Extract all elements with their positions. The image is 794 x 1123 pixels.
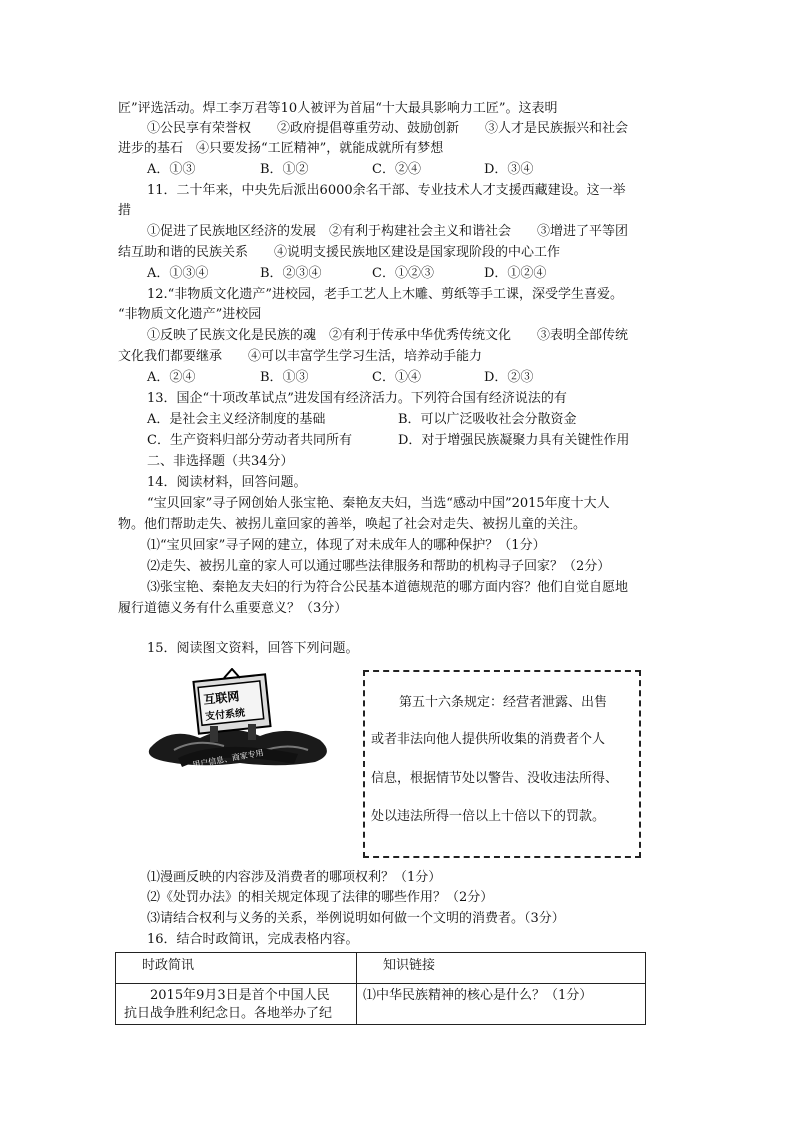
- section-heading: 二、非选择题（共34分）: [147, 454, 294, 469]
- q13-option-d: D．对于增强民族凝聚力具有关键性作用: [398, 433, 630, 448]
- intro-option-a: A．①③: [147, 162, 196, 177]
- q11-option-b: B．②③④: [260, 266, 322, 281]
- table-header-cell: [116, 953, 357, 984]
- q15-part-1: ⑴漫画反映的内容涉及消费者的哪项权利？（1分）: [147, 870, 442, 885]
- q13-option-a: A．是社会主义经济制度的基础: [147, 412, 326, 427]
- intro-line-3: 进步的基石 ④只要发扬“工匠精神”，就能成就所有梦想: [118, 141, 444, 156]
- q13-line-1: 13．国企“十项改革试点”进发国有经济活力。下列符合国有经济说法的有: [147, 391, 567, 406]
- knowledge-line-1: ⑴中华民族精神的核心是什么？（1分）: [363, 988, 593, 1003]
- q12-option-b: B．①③: [260, 370, 309, 385]
- q13-option-c: C．生产资料归部分劳动者共同所有: [147, 433, 352, 448]
- news-line-2: 抗日战争胜利纪念日。各地举办了纪: [124, 1006, 333, 1021]
- cartoon-image: [140, 668, 340, 768]
- q12-line-4: 文化我们都要继承 ④可以丰富学生学习生活，培养动手能力: [118, 349, 483, 364]
- cartoon-ribbon-text: 用户信息、商家专用: [191, 748, 265, 768]
- intro-line-2: ①公民享有荣誉权 ②政府提倡尊重劳动、鼓励创新 ③人才是民族振兴和社会: [147, 121, 629, 136]
- q15-part-2: ⑵《处罚办法》的相关规定体现了法律的哪些作用？（2分）: [147, 890, 494, 905]
- internet-payment-cartoon: [140, 668, 340, 768]
- q11-line-2: 措: [118, 203, 132, 218]
- table-header-cell: [357, 953, 646, 984]
- q14-part-3b: 履行道德义务有什么重要意义？（3分）: [118, 601, 348, 616]
- q11-line-4: 结互助和谐的民族关系 ④说明支援民族地区建设是国家现阶段的中心工作: [118, 245, 561, 260]
- q14-part-2: ⑵走失、被拐儿童的家人可以通过哪些法律服务和帮助的机构寻子回家？（2分）: [147, 559, 611, 574]
- q12-line-3: ①反映了民族文化是民族的魂 ②有利于传承中华优秀传统文化 ③表明全部传统: [147, 328, 629, 343]
- header-knowledge: 知识链接: [383, 958, 436, 973]
- table-cell: [357, 984, 646, 1025]
- intro-line-1: 匠”评选活动。焊工李万君等10人被评为首届“十大最具影响力工匠”。这表明: [118, 101, 558, 116]
- q11-option-a: A．①③④: [147, 266, 209, 281]
- q12-option-d: D．②③: [484, 370, 534, 385]
- q16-title: 16．结合时政简讯，完成表格内容。: [147, 932, 359, 947]
- law-excerpt-box: [363, 670, 641, 858]
- q11-line-1: 11．二十年来，中央先后派出6000余名干部、专业技术人才支援西藏建设。这一举: [147, 183, 626, 198]
- q14-material-2: 物。他们帮助走失、被拐儿童回家的善举，唤起了社会对走失、被拐儿童的关注。: [118, 517, 587, 532]
- law-text-line-3: 信息，根据情节处以警告、没收违法所得、: [371, 771, 619, 786]
- news-line-1: 2015年9月3日是首个中国人民: [150, 988, 330, 1003]
- q12-option-a: A．②④: [147, 370, 196, 385]
- q13-option-b: B．可以广泛吸收社会分散资金: [398, 412, 577, 427]
- cartoon-sign-line-2: 支付系统: [204, 707, 246, 723]
- q14-material-1: “宝贝回家”寻子网创始人张宝艳、秦艳友夫妇，当选“感动中国”2015年度十大人: [147, 496, 610, 511]
- q11-option-c: C．①②③: [372, 266, 434, 281]
- q12-line-1: 12.“非物质文化遗产”进校园，老手工艺人上木雕、剪纸等手工课，深受学生喜爱。: [147, 287, 623, 302]
- table-header-row: [116, 953, 646, 984]
- q12-line-2: “非物质文化遗产”进校园: [118, 307, 262, 322]
- cartoon-sign-line-1: 互联网: [202, 689, 240, 707]
- q15-title: 15．阅读图文资料，回答下列问题。: [147, 641, 359, 656]
- q11-line-3: ①促进了民族地区经济的发展 ②有利于构建社会主义和谐社会 ③增进了平等团: [147, 224, 629, 239]
- law-text-line-1: 第五十六条规定：经营者泄露、出售: [399, 695, 608, 710]
- current-affairs-table: [115, 952, 646, 1025]
- table-cell: [116, 984, 357, 1025]
- q14-part-3a: ⑶张宝艳、秦艳友夫妇的行为符合公民基本道德规范的哪方面内容？他们自觉自愿地: [147, 580, 629, 595]
- q15-part-3: ⑶请结合权利与义务的关系，举例说明如何做一个文明的消费者。（3分）: [147, 911, 565, 926]
- intro-option-d: D．③④: [484, 162, 534, 177]
- q14-title: 14．阅读材料，回答问题。: [147, 475, 307, 490]
- intro-option-c: C．②④: [372, 162, 421, 177]
- law-text-line-2: 或者非法向他人提供所收集的消费者个人: [371, 732, 606, 747]
- intro-option-b: B．①②: [260, 162, 309, 177]
- q14-part-1: ⑴“宝贝回家”寻子网的建立，体现了对未成年人的哪种保护？（1分）: [147, 538, 546, 553]
- q11-option-d: D．①②④: [484, 266, 547, 281]
- law-text-line-4: 处以违法所得一倍以上十倍以下的罚款。: [371, 809, 606, 824]
- table-row: [116, 984, 646, 1025]
- q12-option-c: C．①④: [372, 370, 421, 385]
- header-news: 时政简讯: [142, 958, 195, 973]
